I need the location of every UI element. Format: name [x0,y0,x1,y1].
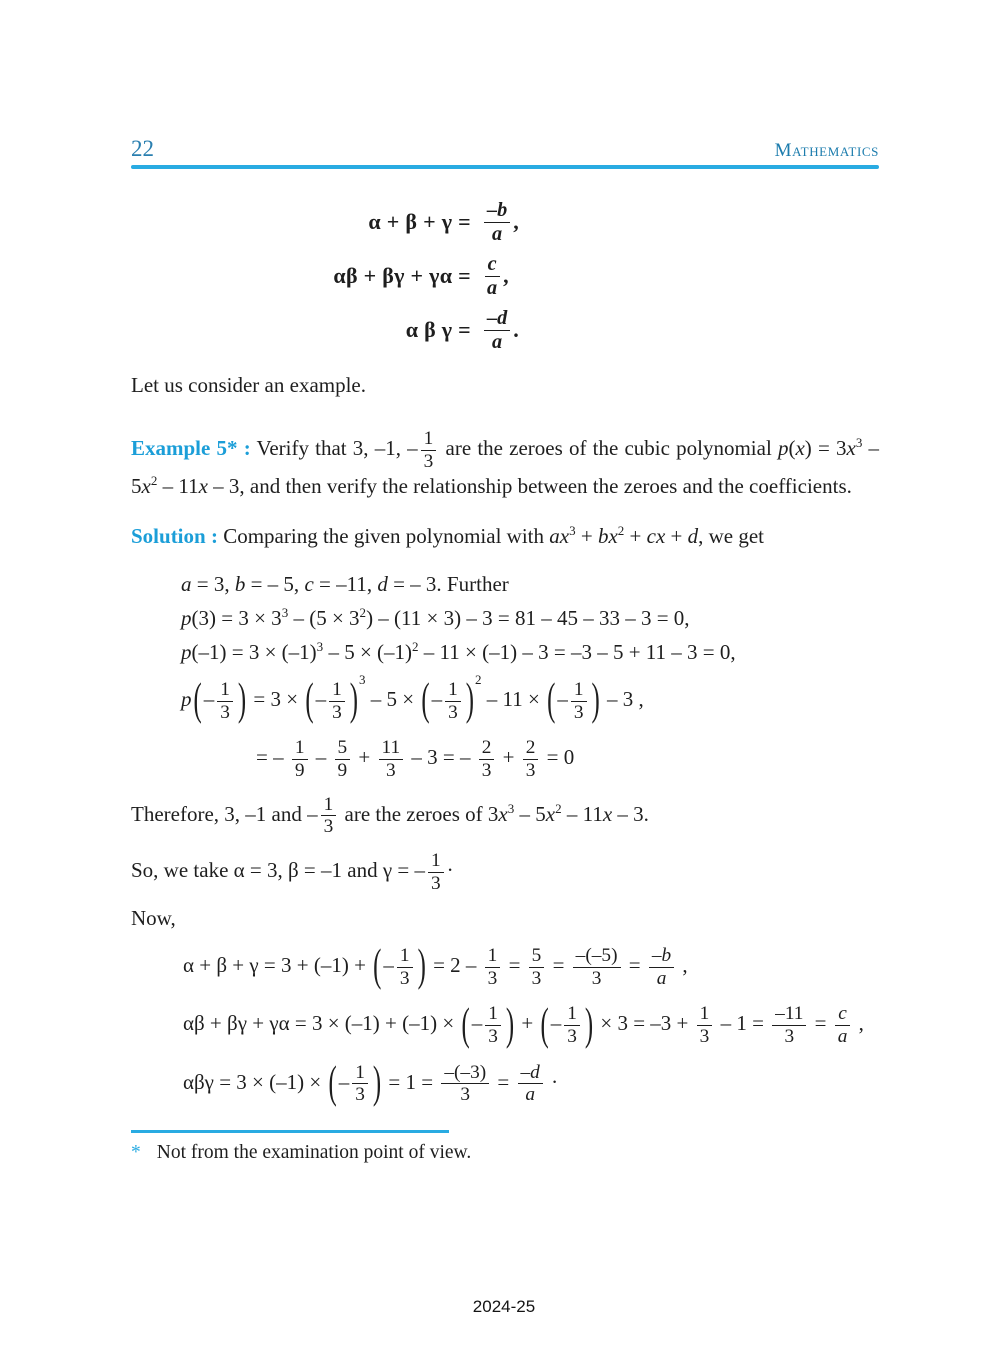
step-p-of-minus-1: $p(-1) = 3 \times (-1)^3 - 5 \times (-1)^2 - 11 \times (-1) - 3 = -3 - 5 + 11 - 3 = 0$, [181,639,736,665]
relation-rhs: $\frac{-d}{a}$ . [481,307,519,353]
step-coefficients: a = 3, b = – 5, c = –11, d = – 3. Further [181,572,509,597]
solution-paragraph [131,522,879,551]
example-label: Example 5* : [131,435,251,460]
relation-row-pairs [131,249,879,303]
footnote-rule [131,1130,449,1133]
relation-rhs: $\frac{-b}{a}$ , [481,199,519,245]
book-title: Mathematics [774,140,879,161]
verification-sum: α + β + γ = 3 + (–1) + (– $\frac{1}{3}$ ) = 2 – $\frac{1}{3}$ = $\frac{5}{3}$ = $\frac{-(-5)}{3}$ = $\frac{-b}{a}$ , [183,941,688,992]
relation-lhs: αβ + βγ + γα = [333,263,471,288]
page-footer: 2024-25 [472,1297,536,1316]
example-paragraph [131,428,879,501]
relation-row-sum [131,195,879,249]
now-label: Now, [131,906,176,931]
relation-lhs: α β γ = [405,317,471,342]
relation-row-product [131,303,879,357]
footnote [131,1142,879,1164]
solution-steps [181,572,879,782]
step-p-of-minus-one-third: p(– $\frac{1}{3}$ ) = 3 × (– $\frac{1}{3}$ )$^3$ – 5 × (– $\frac{1}{3}$ )$^2$ – 11 × (– $\frac{1}{3}$ ) – 3 , [181,672,644,726]
verification-pairs: αβ + βγ + γα = 3 × (–1) + (–1) × (– $\frac{1}{3}$ ) + (– $\frac{1}{3}$ ) × 3 = –3 + $\frac{1}{3}$ – 1 = $\frac{-11}{3}$ = $\frac{c}{a}$ , [183,999,864,1050]
page-number: 22 [131,136,154,161]
footnote-marker: * [131,1141,141,1163]
intro-paragraph: Let us consider an example. [131,373,366,397]
page-content [131,136,879,1164]
page-header [131,136,879,162]
therefore-paragraph: Therefore, 3, –1 and – $\frac{1}{3}$ are the zeroes of $3x^3 - 5x^2 - 11x - 3$. [131,793,649,838]
header-rule [131,165,879,169]
verification-product: αβγ = 3 × (–1) × (– $\frac{1}{3}$ ) = 1 = $\frac{-(-3)}{3}$ = $\frac{-d}{a}$ · [183,1057,559,1108]
relation-lhs: α + β + γ = [368,209,471,234]
so-we-take-paragraph: So, we take α = 3, β = –1 and γ = – $\frac{1}{3}$ · [131,849,454,894]
relation-rhs: $\frac{c}{a}$ , [481,253,509,299]
vieta-relations [131,195,879,357]
example-text: Verify that 3, –1, – $\frac{1}{3}$ are the zeroes of the cubic polynomial $p(x) = 3x^3 - 5x^2 - 11x - 3$, and then verify the relationship between the zeroes and the coefficients. [131,427,880,499]
step-p-of-3: $p(3) = 3 \times 3^3 - (5 \times 3^2) - (11 \times 3) - 3 = 81 - 45 - 33 - 3 = 0$, [181,605,690,631]
solution-text: Comparing the given polynomial with $ax^3 + bx^2$ + cx + d, we get [217,523,765,549]
solution-label: Solution : [131,524,218,549]
step-simplification: = – $\frac{1}{9}$ – $\frac{5}{9}$ + $\frac{11}{3}$ – 3 = – $\frac{2}{3}$ + $\frac{2}{3}$ = 0 [256,737,575,782]
footnote-text: Not from the examination point of view. [156,1141,472,1163]
